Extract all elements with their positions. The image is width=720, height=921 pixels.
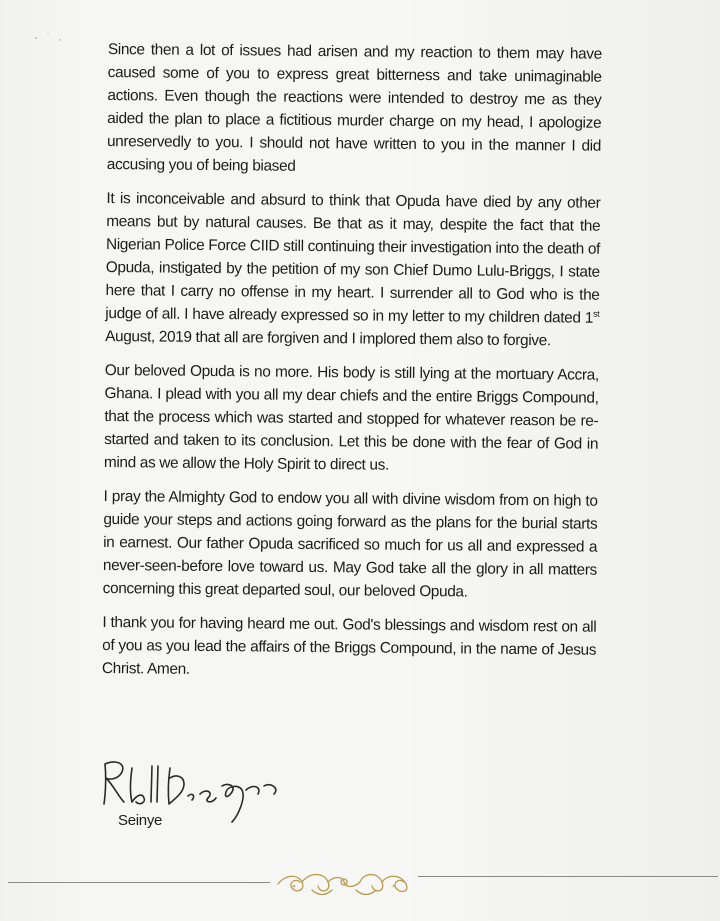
footer-ornament — [272, 862, 416, 902]
paragraph-forgiveness — [105, 187, 601, 353]
paragraph-burial-process: Our beloved Opuda is no more. His body is still lying at the mortuary Accra, Ghana. I plead with you all my dear chiefs and the entire Briggs Compound, that the process which was started and stopped for whatever reason be re-started and taken to its conclusion. Let this be done with the fear of God in mind as we allow the Holy Spirit to direct us. — [103, 361, 599, 474]
paragraph-prayer: I pray the Almighty God to endow you all with divine wisdom from on high to guide your steps and actions going forward as the plans for the burial starts in earnest. Our father Opuda sacrificed so much for us all and expressed a never-seen-before love toward us. May God take all the glory in all matters concerning this great departed soul, our beloved Opuda. — [102, 487, 598, 601]
paragraph-closing-blessing: I thank you for having heard me out. God's blessings and wisdom rest on all of you as you lead the affairs of the Briggs Compound, in the name of Jesus Christ. Amen. — [101, 613, 597, 678]
date-ordinal-suffix: st — [593, 308, 600, 319]
signer-name: Seinye — [118, 812, 163, 829]
footer-rule-right — [418, 876, 718, 877]
paper-specks — [30, 26, 70, 46]
paragraph-forgiveness-text-start: It is inconceivable and absurd to think that Opuda have died by any other means but by natural causes. Be that as it may, despite the fact that the Nigerian Police Force CIID still continuing their investigation into the death of Opuda, instigated by the petition of my son Chief Dumo Lulu-Briggs, I state here that I carry no offense in my heart. I surrender all to God who is the judge of all. I have already expressed so in my letter to my children dated 1 — [105, 189, 601, 327]
paragraph-apology: Since then a lot of issues had arisen and my reaction to them may have caused some of you to express great bitterness and take unimaginable actions. Even though the reactions were intended to destroy me as they aided the plan to place a fictitious murder charge on my head, I apologize unreservedly to you. I should not have written to you in the manner I did accusing you of being biased — [106, 40, 602, 175]
letter-body — [102, 38, 602, 696]
paragraph-forgiveness-text-end: August, 2019 that all are forgiven and I implored them also to forgive. — [105, 327, 551, 350]
footer-rule-left — [8, 882, 270, 883]
